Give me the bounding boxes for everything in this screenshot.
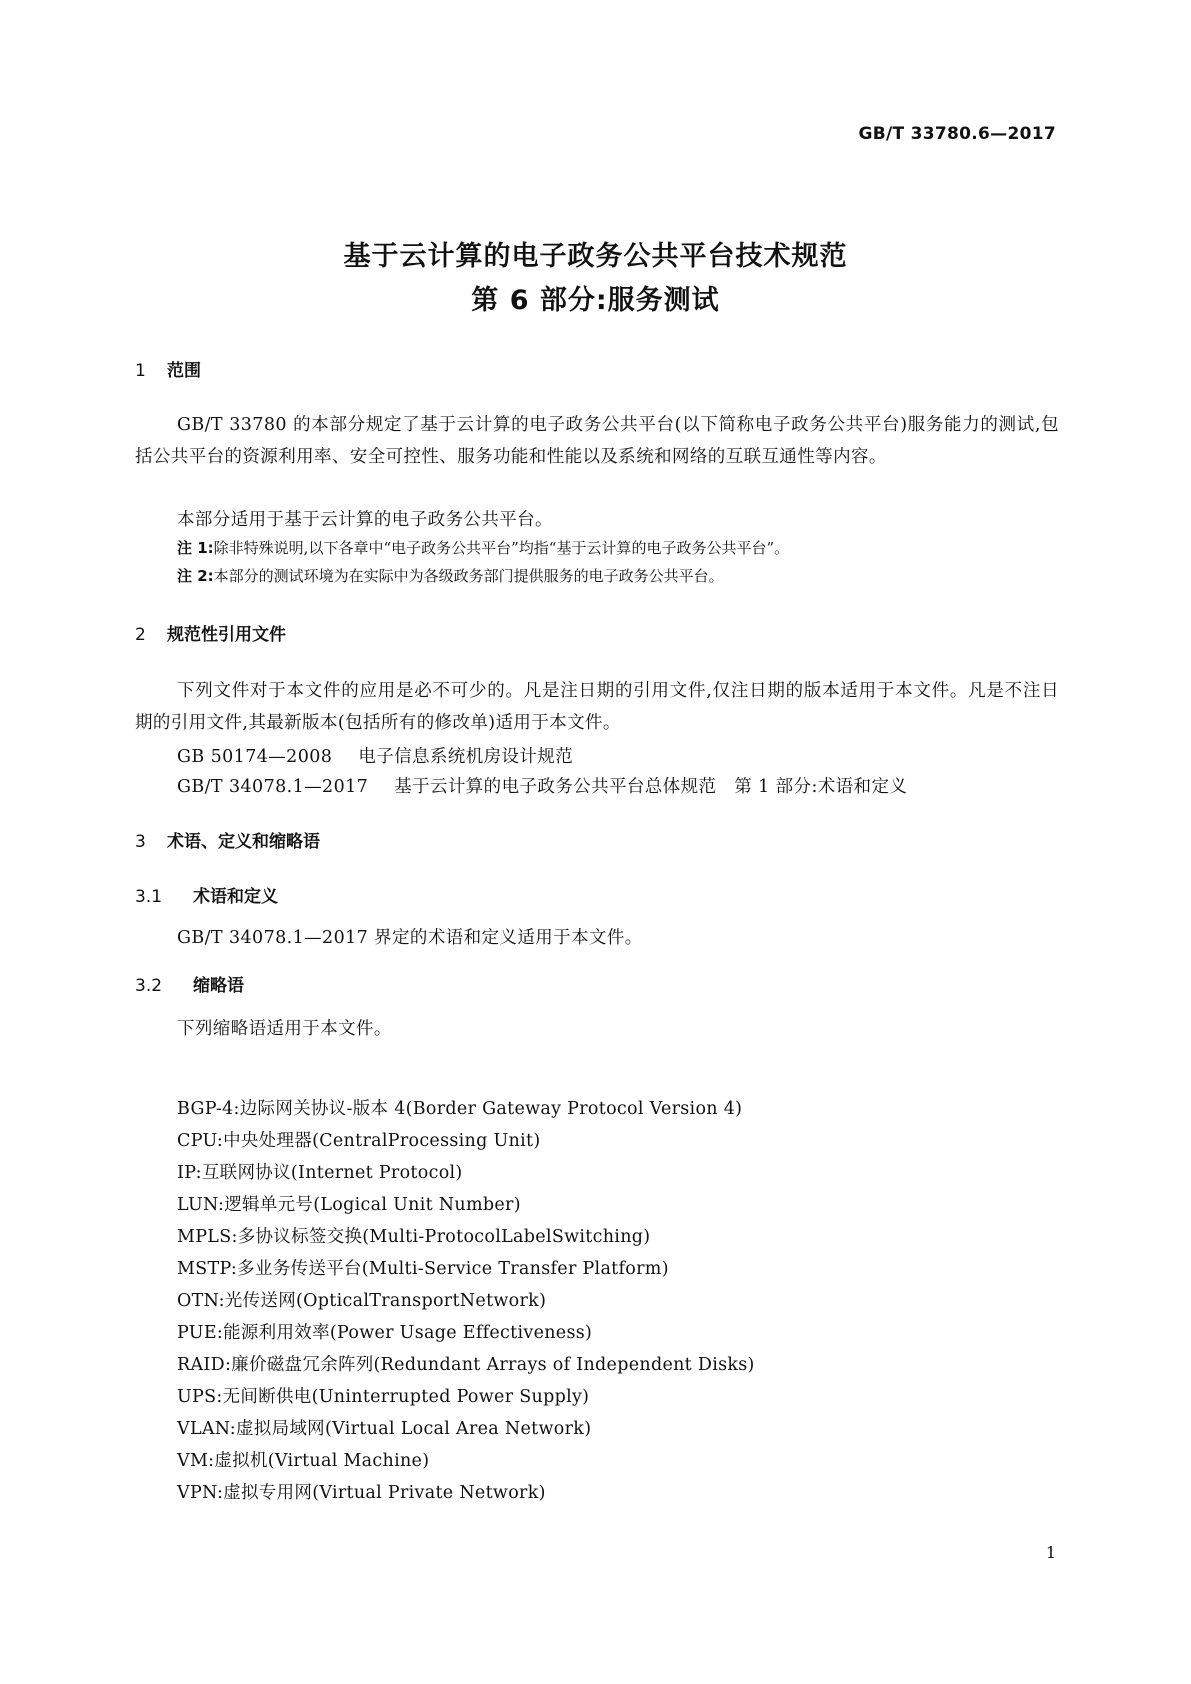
subsection-number: 3.1 <box>135 887 163 907</box>
section-title: 术语、定义和缩略语 <box>167 832 320 852</box>
document-title: 基于云计算的电子政务公共平台技术规范 <box>343 241 848 272</box>
subsection-title: 术语和定义 <box>193 887 278 907</box>
abbreviation-item: IP:互联网协议(Internet Protocol) <box>177 1163 463 1183</box>
section-number: 3 <box>135 832 146 852</box>
note-label: 注 2: <box>177 567 214 585</box>
reference-title: 基于云计算的电子政务公共平台总体规范 第 1 部分:术语和定义 <box>394 777 908 797</box>
note-text: 本部分的测试环境为在实际中为各级政务部门提供服务的电子政务公共平台。 <box>213 567 724 585</box>
normative-reference <box>177 743 573 768</box>
section-3-2-heading <box>135 971 244 996</box>
section-3-1-paragraph: GB/T 34078.1—2017 界定的术语和定义适用于本文件。 <box>177 928 643 948</box>
section-1-applicability: 本部分适用于基于云计算的电子政务公共平台。 <box>177 510 553 530</box>
reference-code: GB/T 34078.1—2017 <box>177 777 369 797</box>
subsection-title: 缩略语 <box>193 976 244 996</box>
subsection-number: 3.2 <box>135 976 163 996</box>
abbreviation-list <box>177 1093 755 1509</box>
abbreviation-item: MPLS:多协议标签交换(Multi-ProtocolLabelSwitching) <box>177 1227 651 1247</box>
abbreviation-item: UPS:无间断供电(Uninterrupted Power Supply) <box>177 1387 590 1407</box>
abbreviation-item: OTN:光传送网(OpticalTransportNetwork) <box>177 1291 547 1311</box>
section-title: 范围 <box>167 361 201 381</box>
abbreviation-item: PUE:能源利用效率(Power Usage Effectiveness) <box>177 1323 593 1343</box>
document-subtitle: 第 6 部分:服务测试 <box>471 285 720 316</box>
section-1-heading <box>135 356 201 381</box>
section-2-heading <box>135 620 286 645</box>
reference-code: GB 50174—2008 <box>177 747 333 767</box>
abbreviation-item: BGP-4:边际网关协议-版本 4(Border Gateway Protocol Version 4) <box>177 1099 743 1119</box>
section-title: 规范性引用文件 <box>167 625 286 645</box>
page-number: 1 <box>1045 1543 1056 1562</box>
abbreviation-item: CPU:中央处理器(CentralProcessing Unit) <box>177 1131 541 1151</box>
section-1-paragraph: GB/T 33780 的本部分规定了基于云计算的电子政务公共平台(以下简称电子政务公共平台)服务能力的测试,包括公共平台的资源利用率、安全可控性、服务功能和性能以及系统和网络的互联互通性等内容。 <box>135 415 1059 467</box>
abbreviation-item: MSTP:多业务传送平台(Multi-Service Transfer Platform) <box>177 1259 669 1279</box>
abbreviation-item: RAID:廉价磁盘冗余阵列(Redundant Arrays of Independent Disks) <box>177 1355 755 1375</box>
normative-reference <box>177 773 907 798</box>
note-label: 注 1: <box>177 539 214 557</box>
abbreviation-item: LUN:逻辑单元号(Logical Unit Number) <box>177 1195 521 1215</box>
reference-title: 电子信息系统机房设计规范 <box>358 747 574 767</box>
abbreviations-intro: 下列缩略语适用于本文件。 <box>177 1019 392 1039</box>
note-text: 除非特殊说明,以下各章中“电子政务公共平台”均指“基于云计算的电子政务公共平台”。 <box>213 539 790 557</box>
standard-number: GB/T 33780.6—2017 <box>858 124 1056 144</box>
abbreviation-item: VM:虚拟机(Virtual Machine) <box>177 1451 430 1471</box>
note-1 <box>177 537 789 558</box>
note-2 <box>177 565 724 586</box>
abbreviation-item: VLAN:虚拟局域网(Virtual Local Area Network) <box>177 1419 592 1439</box>
section-3-1-heading <box>135 882 278 907</box>
section-3-heading <box>135 827 320 852</box>
section-number: 1 <box>135 361 146 381</box>
section-number: 2 <box>135 625 146 645</box>
abbreviation-item: VPN:虚拟专用网(Virtual Private Network) <box>177 1483 546 1503</box>
section-2-paragraph: 下列文件对于本文件的应用是必不可少的。凡是注日期的引用文件,仅注日期的版本适用于本文件。凡是不注日期的引用文件,其最新版本(包括所有的修改单)适用于本文件。 <box>135 681 1059 733</box>
